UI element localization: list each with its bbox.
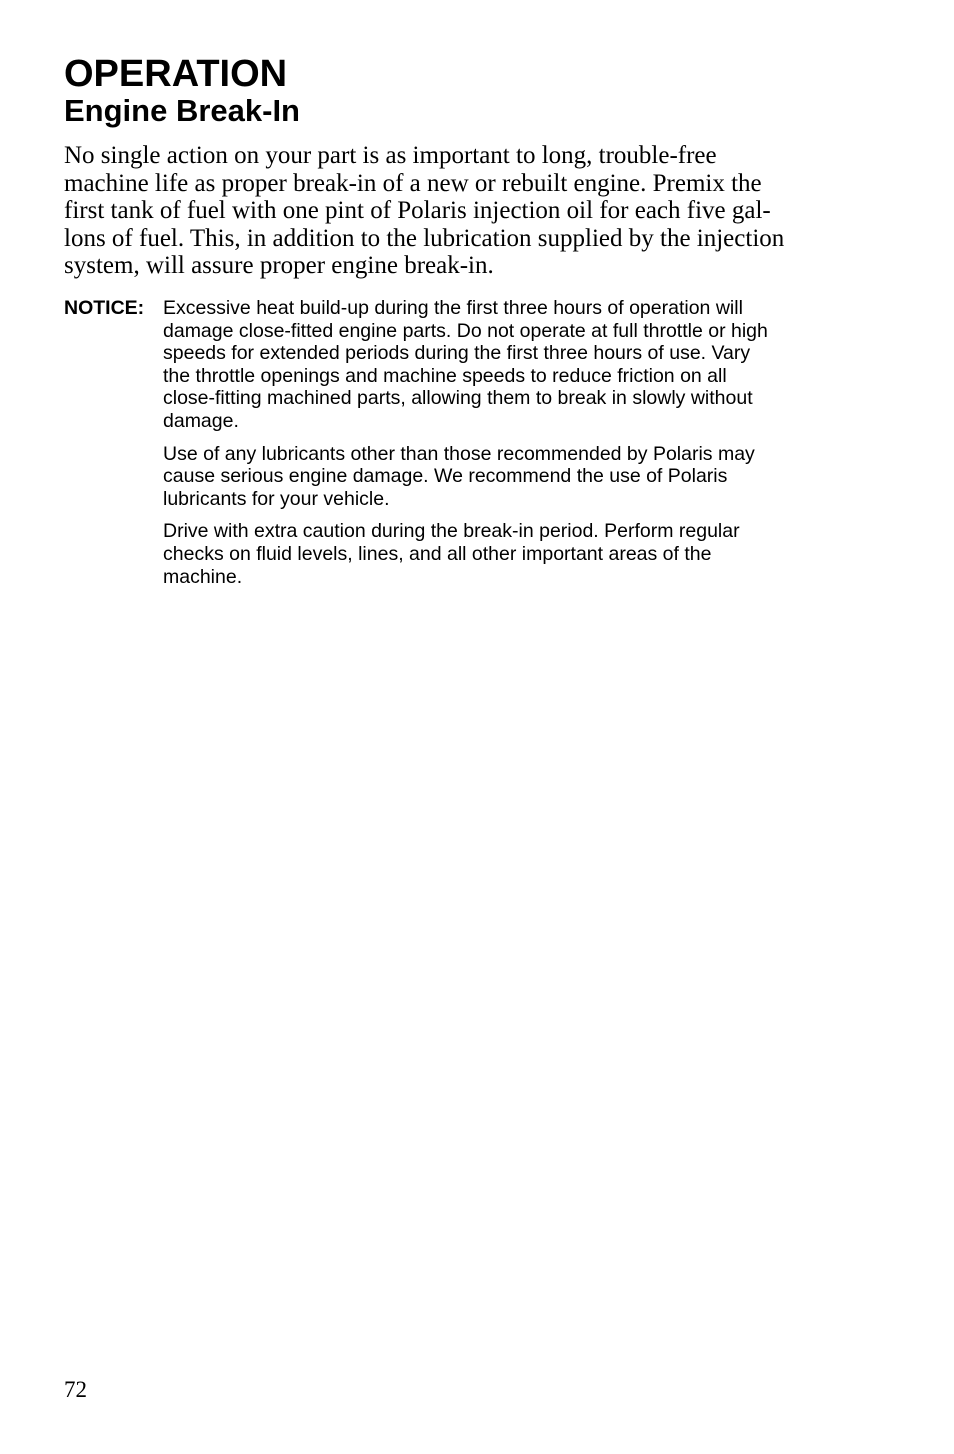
intro-line: No single action on your part is as important to long, trouble-free — [64, 142, 717, 169]
page-number: 72 — [64, 1377, 87, 1402]
notice-paragraph — [163, 443, 863, 511]
notice-line: checks on fluid levels, lines, and all other important areas of the — [163, 542, 712, 565]
notice-line: Drive with extra caution during the break-in period. Perform regular — [163, 520, 740, 543]
subsection-title: Engine Break-In — [64, 93, 300, 128]
intro-line: machine life as proper break-in of a new or rebuilt engine. Premix the — [64, 169, 762, 197]
notice-line: the throttle openings and machine speeds to reduce friction on all — [163, 364, 727, 387]
notice-line: cause serious engine damage. We recommend the use of Polaris — [163, 465, 728, 488]
notice-paragraph — [163, 520, 863, 588]
notice-line: damage close-fitted engine parts. Do not operate at full throttle or high — [163, 319, 768, 342]
intro-line: system, will assure proper engine break-in. — [64, 252, 494, 280]
notice-line: close-fitting machined parts, allowing them to break in slowly without — [163, 387, 753, 410]
notice-line: damage. — [163, 409, 239, 432]
notice-paragraph — [163, 297, 863, 433]
intro-line: lons of fuel. This, in addition to the lubrication supplied by the injection — [64, 224, 785, 252]
notice-line: speeds for extended periods during the first three hours of use. Vary — [163, 342, 751, 365]
notice-line: machine. — [163, 565, 243, 588]
notice-body — [163, 297, 863, 598]
notice-line: lubricants for your vehicle. — [163, 487, 390, 510]
section-title: OPERATION — [64, 53, 288, 95]
notice-line: Use of any lubricants other than those recommended by Polaris may — [163, 442, 755, 465]
intro-line: first tank of fuel with one pint of Polaris injection oil for each five gal- — [64, 197, 771, 225]
notice-label: NOTICE: — [64, 297, 145, 319]
intro-paragraph — [64, 142, 864, 280]
notice-line: Excessive heat build-up during the first three hours of operation will — [163, 297, 743, 319]
